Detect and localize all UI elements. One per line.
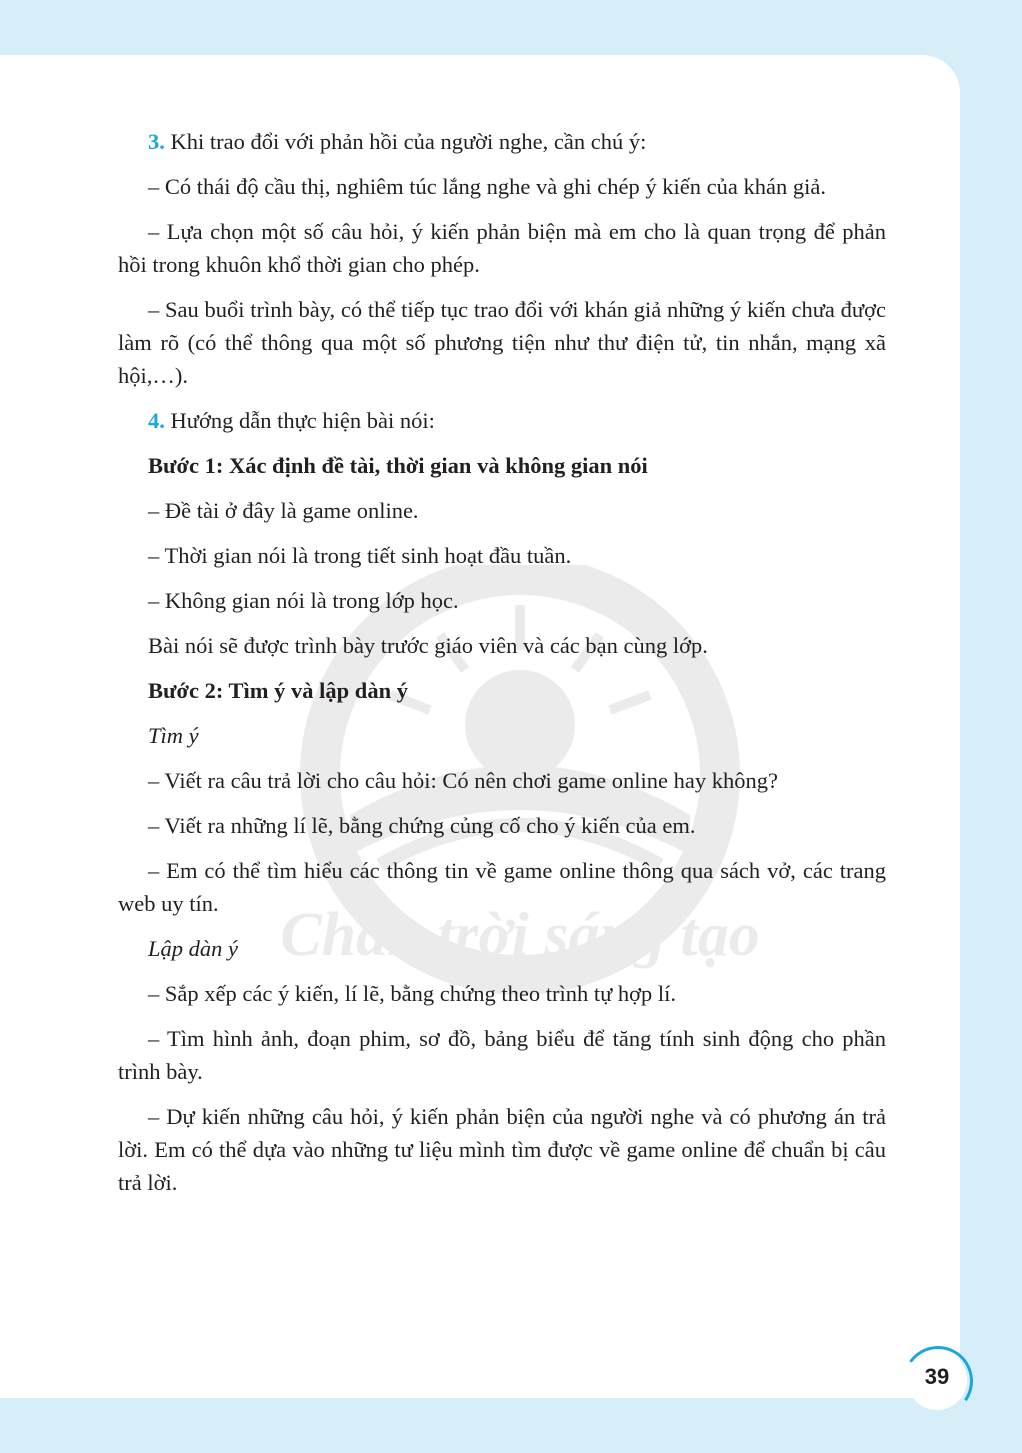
paragraph-write-reasons: – Viết ra những lí lẽ, bằng chứng củng cố cho ý kiến của em.: [148, 813, 696, 838]
item-3-text: Khi trao đổi với phản hồi của người nghe, cần chú ý:: [164, 129, 647, 154]
paragraph-space: – Không gian nói là trong lớp học.: [148, 588, 459, 613]
paragraph-3: [118, 125, 886, 158]
step-1-heading: Bước 1: Xác định đề tài, thời gian và không gian nói: [148, 453, 648, 478]
paragraph-select-questions: – Lựa chọn một số câu hỏi, ý kiến phản biện mà em cho là quan trọng để phản hồi trong khuôn khổ thời gian cho phép.: [118, 219, 886, 277]
subheading-outline: Lập dàn ý: [148, 936, 238, 961]
step-2-heading: Bước 2: Tìm ý và lập dàn ý: [148, 678, 408, 703]
paragraph-after-presentation: – Sau buổi trình bày, có thể tiếp tục trao đổi với khán giả những ý kiến chưa được làm rõ (có thể thông qua một số phương tiện như thư điện tử, tin nhắn, mạng xã hội,…).: [118, 297, 886, 388]
item-number-3: 3.: [148, 129, 165, 154]
paragraph-time: – Thời gian nói là trong tiết sinh hoạt đầu tuần.: [148, 543, 572, 568]
paragraph-anticipate: – Dự kiến những câu hỏi, ý kiến phản biện của người nghe và có phương án trả lời. Em có thể dựa vào những tư liệu mình tìm được về game online để chuẩn bị câu trả lời.: [118, 1104, 886, 1195]
paragraph-topic: – Đề tài ở đây là game online.: [148, 498, 419, 523]
subheading-find-ideas: Tìm ý: [148, 723, 199, 748]
page-number-badge: [903, 1346, 971, 1414]
paragraph-write-answer: – Viết ra câu trả lời cho câu hỏi: Có nên chơi game online hay không?: [148, 768, 778, 793]
paragraph-4: [118, 404, 886, 437]
paragraph-media: – Tìm hình ảnh, đoạn phim, sơ đồ, bảng biểu để tăng tính sinh động cho phần trình bày.: [118, 1026, 886, 1084]
watermark-text: Chân trời sáng tạo: [280, 901, 760, 969]
paragraph-audience: Bài nói sẽ được trình bày trước giáo viên và các bạn cùng lớp.: [148, 633, 708, 658]
page-number: 39: [924, 1364, 950, 1389]
paragraph-arrange: – Sắp xếp các ý kiến, lí lẽ, bằng chứng theo trình tự hợp lí.: [148, 981, 677, 1006]
paragraph-attitude: – Có thái độ cầu thị, nghiêm túc lắng nghe và ghi chép ý kiến của khán giả.: [148, 174, 826, 199]
item-number-4: 4.: [148, 408, 165, 433]
main-content: [118, 125, 886, 1211]
paragraph-research: – Em có thể tìm hiểu các thông tin về game online thông qua sách vở, các trang web uy tín.: [118, 858, 886, 916]
item-4-text: Hướng dẫn thực hiện bài nói:: [164, 408, 435, 433]
